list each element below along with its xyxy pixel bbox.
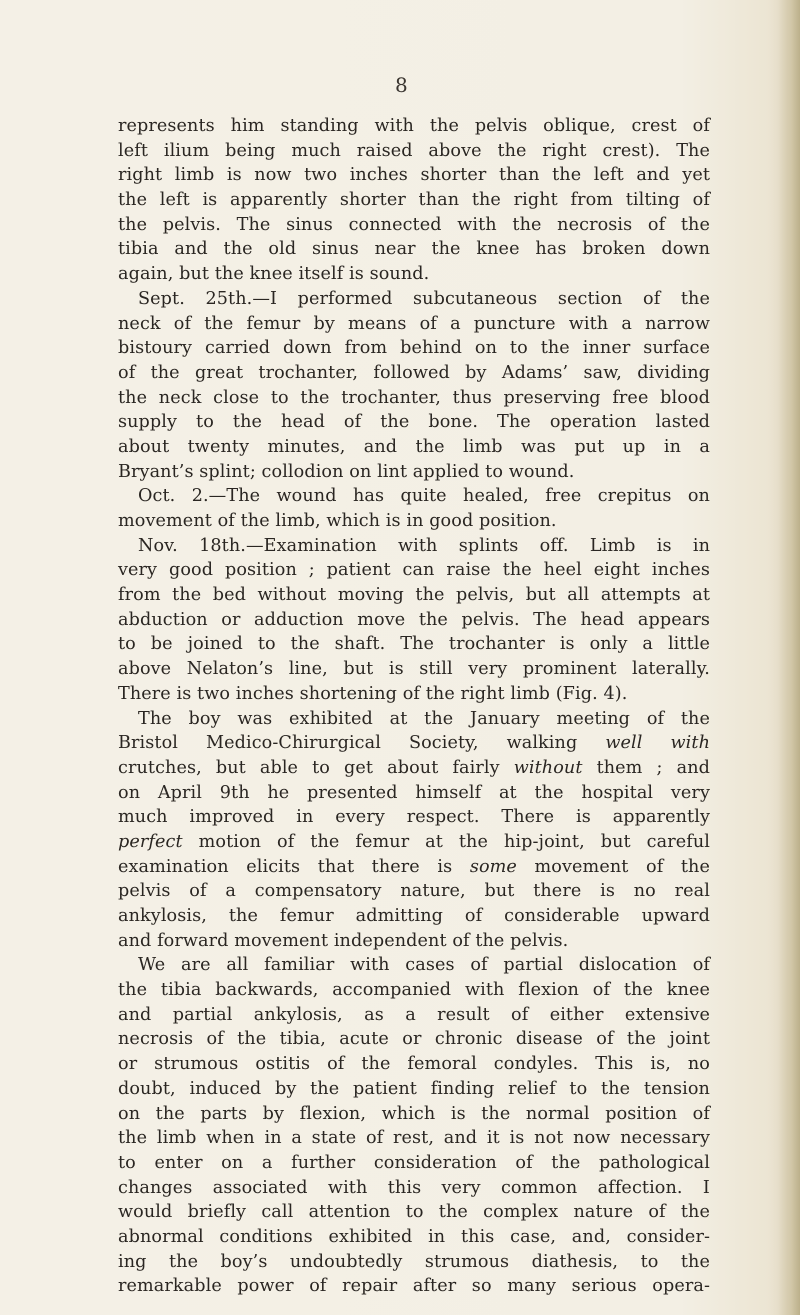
text-line [118, 213, 710, 238]
line-text: from the bed without moving the pelvis, but all attempts at [118, 585, 710, 606]
line-text: Sept. 25th.—I performed subcutaneous section of the [138, 288, 710, 309]
line-text: much improved in every respect. There is apparently [118, 807, 710, 828]
line-text: of the great trochanter, followed by Adams’ saw, dividing [118, 362, 710, 383]
line-text: the left is apparently shorter than the right from tilting of [118, 190, 710, 211]
line-text: right limb is now two inches shorter than the left and yet [118, 165, 710, 186]
line-text-after: movement of the [534, 856, 710, 877]
line-text: tibia and the old sinus near the knee has broken down [118, 239, 710, 260]
text-line [118, 1274, 710, 1299]
text-line [118, 460, 710, 485]
line-text: left ilium being much raised above the right crest). The [118, 140, 710, 161]
text-line [118, 1077, 710, 1102]
text-line [118, 1126, 710, 1151]
italic-emphasis: well with [605, 733, 711, 754]
text-line [118, 484, 710, 509]
text-line [118, 1200, 710, 1225]
line-text: abnormal conditions exhibited in this case, and, consider- [118, 1226, 710, 1247]
text-line [118, 781, 710, 806]
text-line [118, 805, 710, 830]
line-text: about twenty minutes, and the limb was put up in a [118, 436, 710, 457]
text-line [118, 879, 710, 904]
line-text: represents him standing with the pelvis oblique, crest of [118, 116, 710, 136]
line-text: doubt, induced by the patient finding relief to the tension [118, 1078, 710, 1099]
text-line [118, 1225, 710, 1250]
page-number: 8 [395, 73, 408, 97]
line-text: on the parts by flexion, which is the normal position of [118, 1103, 710, 1124]
text-line [118, 361, 710, 386]
text-line [118, 534, 710, 559]
text-line [118, 830, 710, 855]
line-text: examination elicits that there is [118, 856, 453, 877]
text-line [118, 1151, 710, 1176]
text-line [118, 953, 710, 978]
italic-emphasis: without [513, 757, 583, 778]
text-line [118, 188, 710, 213]
text-line [118, 435, 710, 460]
text-line [118, 731, 710, 756]
line-text-after: them ; and [596, 757, 710, 778]
text-line [118, 410, 710, 435]
line-text: above Nelaton’s line, but is still very prominent laterally. [118, 659, 710, 680]
text-line [118, 287, 710, 312]
line-text: necrosis of the tibia, acute or chronic disease of the joint [118, 1029, 710, 1050]
line-text: or strumous ostitis of the femoral condyles. This is, no [118, 1054, 710, 1075]
text-line [118, 682, 710, 707]
line-text: Bryant’s splint; collodion on lint applied to wound. [118, 461, 575, 482]
text-line [118, 1176, 710, 1201]
line-text: would briefly call attention to the complex nature of the [118, 1202, 710, 1223]
line-text: ankylosis, the femur admitting of considerable upward [118, 906, 710, 926]
text-line [118, 1102, 710, 1127]
text-line [118, 1027, 710, 1052]
text-line [118, 855, 710, 880]
text-line [118, 756, 710, 781]
text-line [118, 608, 710, 633]
body-text [118, 114, 710, 1299]
text-line [118, 1003, 710, 1028]
line-text: very good position ; patient can raise the heel eight inches [118, 560, 710, 581]
line-text: again, but the knee itself is sound. [118, 264, 430, 285]
line-text: crutches, but able to get about fairly [118, 757, 500, 778]
line-text: We are all familiar with cases of partial dislocation of [138, 955, 710, 976]
text-line [118, 114, 710, 139]
line-text: ing the boy’s undoubtedly strumous diathesis, to the [118, 1251, 710, 1272]
line-text: the pelvis. The sinus connected with the necrosis of the [118, 214, 710, 235]
text-line [118, 386, 710, 411]
line-text: abduction or adduction move the pelvis. The head appears [118, 609, 710, 630]
text-line [118, 163, 710, 188]
text-line [118, 262, 710, 287]
line-text: Bristol Medico-Chirurgical Society, walking [118, 733, 578, 754]
line-text: Nov. 18th.—Examination with splints off. Limb is in [138, 535, 710, 556]
text-line [118, 237, 710, 262]
text-line [118, 978, 710, 1003]
line-text: There is two inches shortening of the right limb (Fig. 4). [118, 683, 628, 704]
line-text: the limb when in a state of rest, and it is not now necessary [118, 1128, 710, 1149]
text-line [118, 312, 710, 337]
line-text: on April 9th he presented himself at the hospital very [118, 782, 710, 803]
text-line [118, 1250, 710, 1275]
line-text-after: motion of the femur at the hip-joint, but careful [198, 831, 710, 852]
line-text: to enter on a further consideration of the pathological [118, 1152, 710, 1173]
line-text: changes associated with this very common affection. I [118, 1177, 710, 1198]
text-line [118, 558, 710, 583]
line-text: to be joined to the shaft. The trochanter is only a little [118, 634, 710, 655]
text-line [118, 583, 710, 608]
text-line [118, 707, 710, 732]
text-line [118, 904, 710, 929]
text-line [118, 632, 710, 657]
text-line [118, 657, 710, 682]
line-text: Oct. 2.—The wound has quite healed, free crepitus on [138, 486, 710, 507]
line-text: the tibia backwards, accompanied with flexion of the knee [118, 980, 710, 1001]
line-text: and partial ankylosis, as a result of either extensive [118, 1004, 710, 1025]
line-text: and forward movement independent of the pelvis. [118, 930, 569, 951]
text-line [118, 1052, 710, 1077]
text-line [118, 139, 710, 164]
text-line [118, 929, 710, 954]
italic-emphasis: perfect [118, 831, 183, 852]
line-text: bistoury carried down from behind on to the inner surface [118, 338, 710, 359]
text-line [118, 509, 710, 534]
line-text: remarkable power of repair after so many serious opera- [118, 1276, 710, 1297]
line-text: pelvis of a compensatory nature, but there is no real [118, 881, 710, 902]
italic-emphasis: some [469, 856, 517, 877]
line-text: The boy was exhibited at the January meeting of the [138, 708, 710, 729]
page-edge-shadow [778, 0, 800, 1315]
text-line [118, 336, 710, 361]
line-text: neck of the femur by means of a puncture with a narrow [118, 313, 710, 334]
line-text: movement of the limb, which is in good position. [118, 511, 557, 531]
line-text: the neck close to the trochanter, thus preserving free blood [118, 387, 710, 408]
line-text: supply to the head of the bone. The operation lasted [118, 412, 710, 433]
